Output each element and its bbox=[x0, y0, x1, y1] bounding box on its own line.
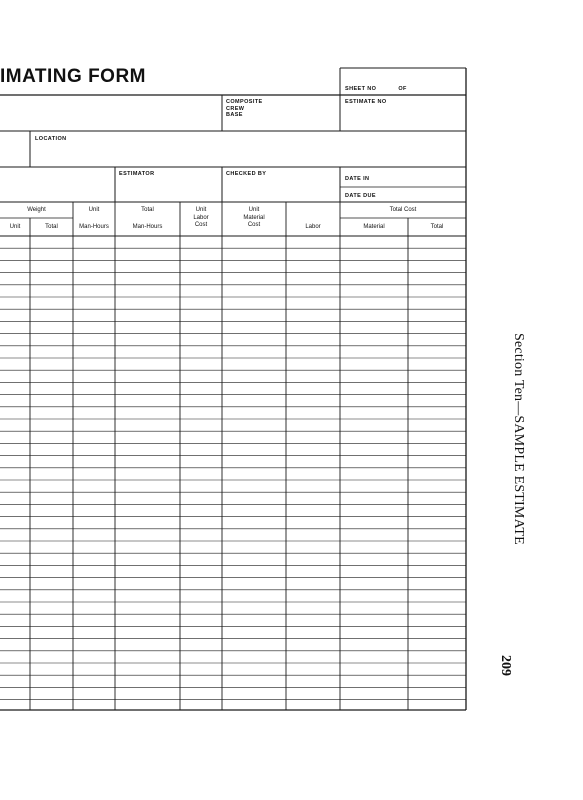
section-title: Section Ten—SAMPLE ESTIMATE bbox=[511, 333, 526, 545]
unit-man-hours-header: Unit Man-Hours bbox=[79, 207, 109, 230]
date-in-label: DATE IN bbox=[345, 176, 370, 182]
composite-crew-base-label: COMPOSITE CREW BASE bbox=[226, 99, 263, 118]
sheet-no-label: SHEET NO OF bbox=[345, 86, 407, 92]
tc-labor-header: Labor bbox=[305, 224, 321, 230]
unit-material-cost-header: Unit Material Cost bbox=[243, 207, 265, 228]
tc-material-header: Material bbox=[363, 224, 385, 230]
tc-total-header: Total bbox=[430, 224, 444, 230]
estimate-no-label: ESTIMATE NO bbox=[345, 99, 387, 105]
unit-labor-cost-header: Unit Labor Cost bbox=[193, 207, 209, 228]
total-man-hours-header: Total Man-Hours bbox=[132, 207, 163, 230]
weight-header: Weight bbox=[27, 207, 46, 213]
form-title: IMATING FORM bbox=[0, 66, 147, 87]
page-number: 209 bbox=[498, 655, 513, 676]
total-cost-header: Total Cost bbox=[389, 207, 417, 213]
date-due-label: DATE DUE bbox=[345, 193, 376, 199]
location-label: LOCATION bbox=[35, 136, 67, 142]
weight-total-header: Total bbox=[45, 224, 58, 230]
estimator-label: ESTIMATOR bbox=[119, 171, 155, 177]
checked-by-label: CHECKED BY bbox=[226, 171, 267, 177]
weight-unit-header: Unit bbox=[9, 224, 21, 230]
